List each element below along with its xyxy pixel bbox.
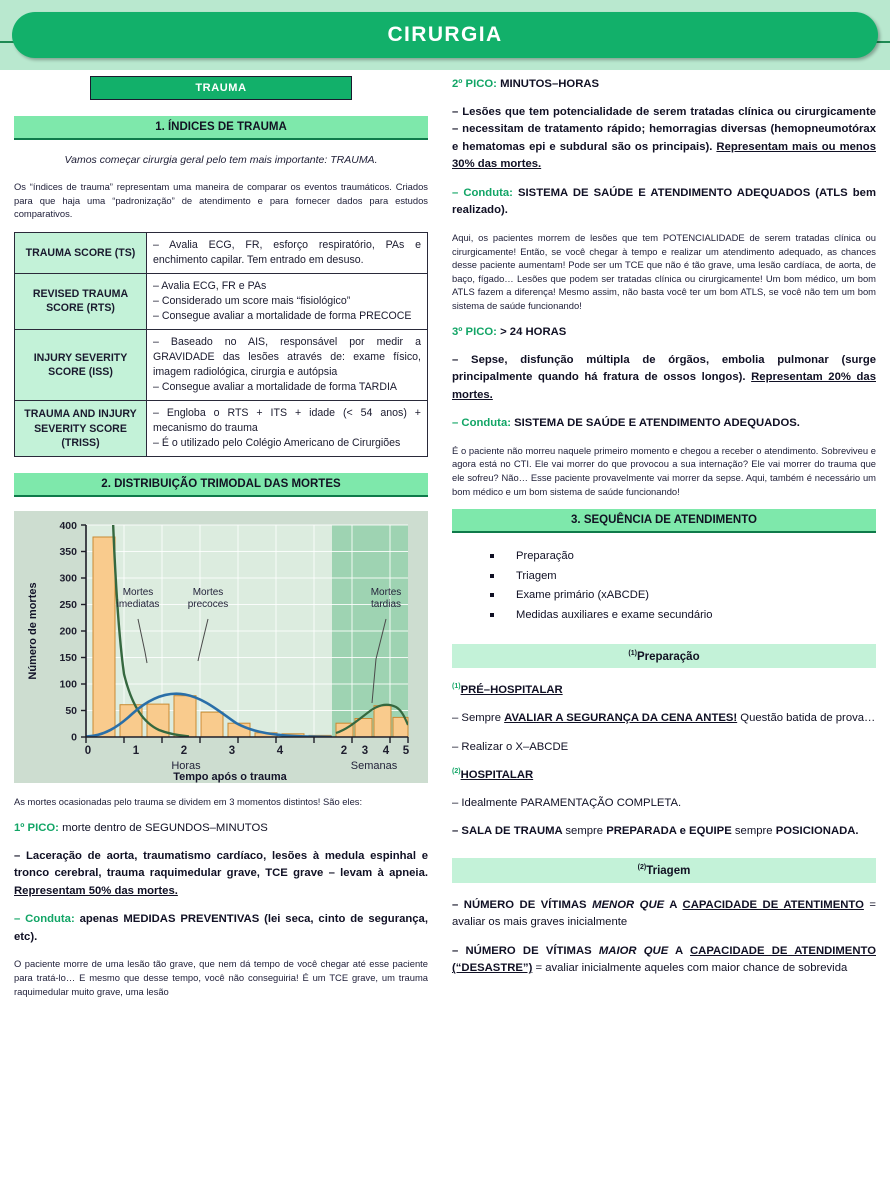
table-value-line: – Avalia ECG, FR e PAs <box>153 279 267 292</box>
hospitalar-item-2-b: sempre <box>565 824 604 837</box>
triagem-item-1-c: = avaliar os mais graves inicialmente <box>452 898 876 929</box>
pico3-conduta-label: – Conduta: <box>452 417 511 430</box>
prehospitalar-heading <box>452 682 876 699</box>
chart-y-tick-label: 350 <box>59 546 77 559</box>
pico1-body-underline: Representam 50% das mortes. <box>14 884 178 897</box>
hospitalar-title: HOSPITALAR <box>460 768 534 781</box>
pico1-body <box>14 848 428 901</box>
pico2-conduta <box>452 185 876 220</box>
chart-x-tick-labels <box>85 745 410 757</box>
prehospitalar-item-1-pre: – Sempre <box>452 712 505 725</box>
triagem-item-2-a: – NÚMERO DE VÍTIMAS <box>452 944 599 957</box>
chart-x-tick-label: 0 <box>84 745 92 758</box>
hospitalar-item-2-d: sempre <box>734 824 773 837</box>
chart-axis-label-horas: Horas <box>171 760 201 773</box>
pico3-label: 3º PICO: <box>452 325 497 338</box>
pico3-body-text: – Sepse, disfunção múltipla de órgãos, embolia pulmonar (surge principalmente quando há fratura de ossos longos). <box>452 353 876 384</box>
table-cell-value <box>147 232 428 273</box>
table-cell-value <box>147 330 428 401</box>
prehospitalar-title: PRÉ–HOSPITALAR <box>460 684 563 697</box>
list-item: Exame primário (xABCDE) <box>490 586 876 606</box>
pico3-rest: > 24 HORAS <box>496 325 567 338</box>
list-item: Preparação <box>490 547 876 567</box>
hospitalar-item-2-c: PREPARADA e EQUIPE <box>603 824 735 837</box>
pico1-conduta-text: apenas MEDIDAS PREVENTIVAS (lei seca, cinto de segurança, etc). <box>14 913 428 943</box>
trauma-indices-table <box>14 232 428 457</box>
pico1-body-text: – Laceração de aorta, traumatismo cardíaco, lesões à medula espinhal e tronco cerebral, trauma raquimedular grave, TCE grave – levam à apneia. <box>14 849 428 880</box>
pico3-body <box>452 352 876 405</box>
table-value-line: – Consegue avaliar a mortalidade de forma TARDIA <box>153 381 397 394</box>
pico2-conduta-text: SISTEMA DE SAÚDE E ATENDIMENTO ADEQUADOS (ATLS bem realizado). <box>452 186 876 217</box>
chart-caption-intro: As mortes ocasionadas pelo trauma se dividem em 3 momentos distintos! São eles: <box>14 796 363 808</box>
subsection-number: (2) <box>637 864 647 872</box>
intro-italic-note: Vamos começar cirurgia geral pelo tem mais importante: TRAUMA. <box>64 154 378 166</box>
table-cell-key: TRAUMA AND INJURY SEVERITY SCORE (TRISS) <box>15 401 147 457</box>
triagem-item-2-b: A <box>668 944 690 957</box>
table-value-line: – Considerado um score mais “fisiológico” <box>153 294 351 307</box>
chart-y-axis-title: Número de mortes <box>27 582 39 680</box>
right-column <box>452 76 876 989</box>
intro-body-text: Os “índices de trauma” representam uma maneira de comparar os eventos traumáticos. Criados para que haja uma “padronização” de atendimento e para fornecer dados para estudos comparativos. <box>14 181 428 220</box>
pico2-body-text: – Lesões que tem potencialidade de serem tratadas clínica ou cirurgicamente – necessitam de tratamento rápido; hemorragias diversas (hemopneumotórax e hematomas epi e subdural são os principais). <box>452 105 876 153</box>
chart-x-tick-label: 1 <box>132 745 140 758</box>
chart-x-tick-label: 4 <box>382 745 390 758</box>
pico2-label: 2º PICO: <box>452 78 497 90</box>
table-row <box>15 232 428 273</box>
table-value-line: – Baseado no AIS, responsável por medir a GRAVIDADE das lesões através de: exame físico, imagem radiológica, cirurgia e autópsia <box>153 336 421 379</box>
section-heading-indices: 1. ÍNDICES DE TRAUMA <box>14 116 428 140</box>
triagem-item-2-italic: MAIOR QUE <box>598 944 669 957</box>
chart-y-tick-label: 300 <box>59 572 77 585</box>
table-value-line: – Consegue avaliar a mortalidade de forma PRECOCE <box>153 310 412 322</box>
chart-annotation-tardias-2: tardias <box>370 599 402 611</box>
chart-bar <box>93 537 115 737</box>
chart-axis-label-semanas: Semanas <box>350 760 398 773</box>
chart-bar <box>374 706 391 737</box>
chart-x-tick-label: 5 <box>402 745 410 758</box>
chart-x-tick-label: 3 <box>361 745 369 758</box>
chart-y-tick-label: 0 <box>71 731 77 744</box>
pico2-note: Aqui, os pacientes morrem de lesões que tem POTENCIALIDADE de serem tratadas clínica ou cirurgicamente! Então, se você chegar à tempo e realizar um atendimento adequado, as chances desse paciente aumentam! Pode ser um TCE que não é tão grave, uma lesão cardíaca, de aorta, de baço, fígado… Lesões que podem ser tratadas clínica ou cirurgicamente! Um bom médico, um bom ATLS fazem a diferença! Mesmo assim, não basta você ter um bom ATLS, se você não tem um bom sistema de saúde funcionando! <box>452 231 876 312</box>
table-value-line: – É o utilizado pelo Colégio Americano de Cirurgiões <box>153 437 401 450</box>
chart-annotation-precoces-2: precoces <box>187 599 229 611</box>
chart-y-tick-label: 250 <box>59 599 77 612</box>
pico2-body-underline: Representam mais ou menos 30% das mortes. <box>452 140 876 171</box>
table-row <box>15 273 428 329</box>
topic-banner-trauma: TRAUMA <box>90 76 352 100</box>
hospitalar-item-2-e: POSICIONADA. <box>772 824 859 837</box>
pico3-conduta-text: SISTEMA DE SAÚDE E ATENDIMENTO ADEQUADOS. <box>511 417 800 430</box>
page-title-pill <box>12 12 878 58</box>
trimodal-death-distribution-chart <box>14 511 428 783</box>
subsection-number: (1) <box>628 649 637 657</box>
hospitalar-item-2 <box>452 823 876 841</box>
chart-annotation-imediatas-2: imediatas <box>116 599 160 611</box>
pico2-conduta-label: – Conduta: <box>452 186 513 199</box>
table-cell-key: REVISED TRAUMA SCORE (RTS) <box>15 273 147 329</box>
pico1-conduta-label: – Conduta: <box>14 913 75 926</box>
triagem-item-2 <box>452 943 876 978</box>
chart-x-axis-title: Tempo após o trauma <box>173 771 287 784</box>
section-heading-distribuicao: 2. DISTRIBUIÇÃO TRIMODAL DAS MORTES <box>14 473 428 497</box>
table-value-line: – Engloba o RTS + ITS + idade (< 54 anos) + mecanismo do trauma <box>153 407 421 435</box>
chart-bar <box>201 712 223 737</box>
prehospitalar-item-1-post: Questão batida de prova… <box>737 712 876 725</box>
sequence-list <box>452 547 876 625</box>
table-cell-key: TRAUMA SCORE (TS) <box>15 232 147 273</box>
chart-x-tick-label: 3 <box>228 745 236 758</box>
chart-x-tick-label: 2 <box>180 745 188 758</box>
hospitalar-item-1: – Idealmente PARAMENTAÇÃO COMPLETA. <box>452 796 682 809</box>
chart-x-tick-label: 2 <box>340 745 348 758</box>
left-column <box>14 76 428 1009</box>
section-heading-sequencia: 3. SEQUÊNCIA DE ATENDIMENTO <box>452 509 876 533</box>
chart-x-ticks <box>86 737 408 743</box>
chart-y-tick-label: 150 <box>59 652 77 665</box>
pico2-heading <box>452 76 876 93</box>
page-title: CIRURGIA <box>387 23 503 46</box>
subsection-heading-preparacao <box>452 644 876 669</box>
table-cell-value <box>147 273 428 329</box>
hospitalar-heading <box>452 767 876 784</box>
table-cell-key: INJURY SEVERITY SCORE (ISS) <box>15 330 147 401</box>
subsection-heading-triagem <box>452 858 876 883</box>
triagem-item-1-a: – NÚMERO DE VÍTIMAS <box>452 898 593 911</box>
prehospitalar-item-1-underline: AVALIAR A SEGURANÇA DA CENA ANTES! <box>504 712 738 725</box>
subsection-title: Triagem <box>646 864 691 877</box>
triagem-item-2-underline: CAPACIDADE DE ATENDIMENTO (“DESASTRE”) <box>452 944 876 975</box>
pico3-heading <box>452 324 876 341</box>
pico1-label: 1º PICO: <box>14 821 59 834</box>
table-value-line: – Avalia ECG, FR, esforço respiratório, PAs e enchimento capilar. Tem entrado em desuso. <box>153 238 421 266</box>
prehospitalar-item-2: – Realizar o X–ABCDE <box>452 740 569 753</box>
hospitalar-item-2-a: – SALA DE TRAUMA <box>452 824 566 837</box>
hospitalar-number: (2) <box>452 767 461 775</box>
chart-svg <box>14 511 428 783</box>
triagem-item-1 <box>452 897 876 932</box>
list-item: Medidas auxiliares e exame secundário <box>490 606 876 626</box>
triagem-item-2-c: = avaliar inicialmente aqueles com maior chance de sobrevida <box>532 962 848 975</box>
pico3-conduta <box>452 415 876 433</box>
table-cell-value <box>147 401 428 457</box>
chart-annotation-precoces: Mortes <box>192 587 224 599</box>
pico2-body <box>452 104 876 174</box>
pico1-heading <box>14 820 428 837</box>
table-row <box>15 330 428 401</box>
header-band <box>0 0 890 70</box>
pico1-rest: morte dentro de SEGUNDOS–MINUTOS <box>58 821 268 834</box>
triagem-item-1-underline: CAPACIDADE DE ATENTIMENTO <box>682 898 864 911</box>
pico2-rest: MINUTOS–HORAS <box>496 78 600 90</box>
chart-x-tick-label: 4 <box>276 745 284 758</box>
pico3-body-underline: Representam 20% das mortes. <box>452 371 876 401</box>
chart-annotation-imediatas: Mortes <box>122 587 154 599</box>
chart-y-tick-label: 100 <box>59 678 77 691</box>
chart-y-tick-label: 400 <box>59 520 77 533</box>
triagem-item-1-b: A <box>664 898 683 911</box>
chart-y-tick-label: 200 <box>59 625 77 638</box>
pico1-conduta <box>14 911 428 946</box>
pico1-note: O paciente morre de uma lesão tão grave, que nem dá tempo de você chegar até esse paciente para tratá-lo… E mesmo que desse tempo, você não conseguiria! É um TCE grave, um trauma raquimedular muito grave, uma lesão <box>14 958 428 997</box>
table-row <box>15 401 428 457</box>
prehospitalar-item-1 <box>452 710 876 728</box>
prehospitalar-number: (1) <box>452 683 461 691</box>
chart-annotation-tardias: Mortes <box>370 587 402 599</box>
list-item: Triagem <box>490 567 876 587</box>
chart-bar <box>174 696 196 737</box>
chart-y-tick-labels <box>59 520 77 744</box>
triagem-item-1-italic: MENOR QUE <box>592 898 665 911</box>
subsection-title: Preparação <box>636 650 700 663</box>
chart-y-tick-label: 50 <box>65 705 77 718</box>
pico3-note: É o paciente não morreu naquele primeiro momento e chegou a receber o atendimento. Sobreviveu e agora está no CTI. Ele vai morrer do que provocou a sua internação? Ele vai morrer do trauma que ele sofreu? Não… Esse paciente provavelmente vai morrer da sepse. Aqui, também é necessário um bom médico e um bom sistema de saúde funcionando! <box>452 444 876 497</box>
